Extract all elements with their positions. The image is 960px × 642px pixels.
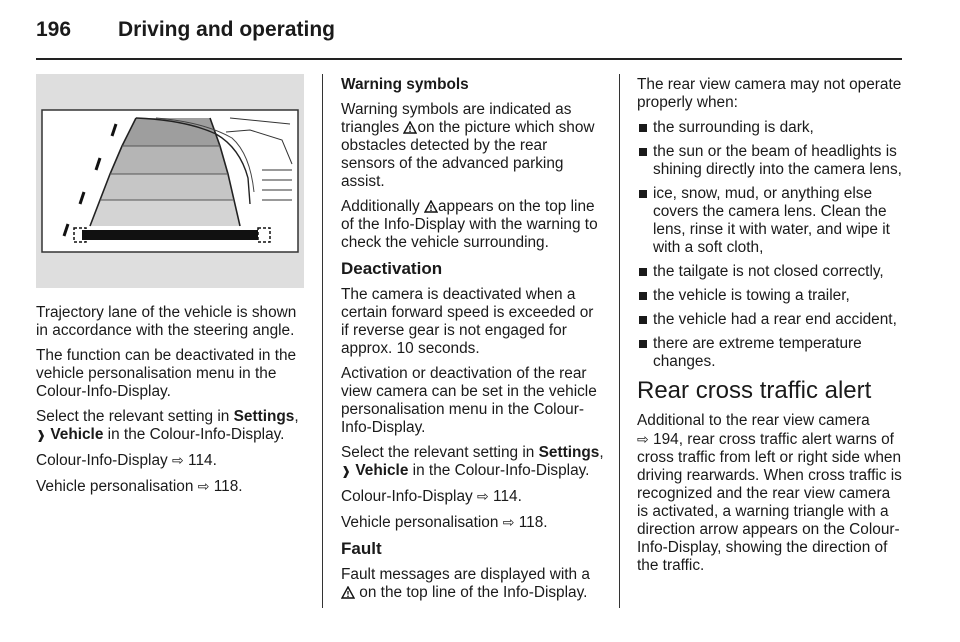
fault-heading: Fault xyxy=(341,539,382,558)
xref-page[interactable]: 194 xyxy=(653,431,679,448)
warning-symbols-heading: Warning symbols xyxy=(341,76,469,93)
warning-triangle-icon xyxy=(403,121,417,134)
xref-vehicle-personalisation[interactable]: Vehicle personalisation ⇨ 118. xyxy=(36,478,243,495)
conditions-intro: The rear view camera may not operate properly when: xyxy=(637,76,902,111)
rear-cross-traffic-paragraph: Additional to the rear view camera ⇨ 194, rear cross traffic alert warns of cross traffic from left or right side when driving rearwards. When cross traffic is recognized and the rear view camera is activated, a warning triangle with a direction arrow appears on the Colour-Info-Display, showing the direction of the traffic. xyxy=(637,412,902,574)
page-title: Driving and operating xyxy=(118,18,336,41)
warning-paragraph-1: Warning symbols are indicated as triangles on the picture which show obstacles detected by the rear sensors of the advanced parking assist. xyxy=(341,101,595,190)
settings-label: Settings xyxy=(538,444,600,461)
warning-triangle-icon xyxy=(424,200,438,213)
column-2 xyxy=(341,76,605,609)
deactivation-paragraph-1: The camera is deactivated when a certain forward speed is exceeded or if reverse gear is not engaged for approx. 10 seconds. xyxy=(341,286,594,357)
list-item: the vehicle had a rear end accident, xyxy=(637,311,905,329)
cross-reference-arrow-icon: ⇨ xyxy=(172,452,184,468)
list-item: the tailgate is not closed correctly, xyxy=(637,263,905,281)
cross-reference-arrow-icon: ⇨ xyxy=(637,431,649,447)
list-item: ice, snow, mud, or anything else covers the camera lens. Clean the lens, rinse it with water, and wipe it with a soft cloth, xyxy=(637,185,905,257)
list-item: the sun or the beam of headlights is shining directly into the camera lens, xyxy=(637,143,905,179)
cross-reference-arrow-icon: ⇨ xyxy=(477,488,489,504)
menu-arrow-icon: ❱ xyxy=(36,428,47,442)
list-item: the vehicle is towing a trailer, xyxy=(637,287,905,305)
column-divider-2 xyxy=(619,74,620,608)
menu-arrow-icon: ❱ xyxy=(341,464,352,478)
settings-label: Settings xyxy=(233,408,295,425)
vehicle-label: Vehicle xyxy=(355,462,409,479)
xref-vehicle-personalisation[interactable]: Vehicle personalisation ⇨ 118. xyxy=(341,514,548,531)
header-rule xyxy=(36,58,902,60)
column-divider-1 xyxy=(322,74,323,608)
page-number: 196 xyxy=(36,18,72,41)
page-header xyxy=(36,14,902,50)
conditions-list xyxy=(637,119,905,371)
deactivation-paragraph-2: Activation or deactivation of the rear view camera can be set in the vehicle personalisation menu in the Colour-Info-Display. xyxy=(341,365,597,436)
rear-view-camera-illustration xyxy=(36,74,304,288)
cross-reference-arrow-icon: ⇨ xyxy=(502,514,515,530)
xref-colour-info[interactable]: Colour-Info-Display ⇨ 114. xyxy=(341,488,522,505)
column-1 xyxy=(36,74,306,503)
list-item: there are extreme temperature changes. xyxy=(637,335,905,371)
settings-paragraph: Select the relevant setting in Settings, ❱ Vehicle in the Colour-Info-Display. xyxy=(36,408,299,443)
fault-paragraph: Fault messages are displayed with a on the top line of the Info-Display. xyxy=(341,566,590,601)
list-item: the surrounding is dark, xyxy=(637,119,905,137)
deactivation-heading: Deactivation xyxy=(341,259,443,278)
trajectory-paragraph: Trajectory lane of the vehicle is shown in accordance with the steering angle. xyxy=(36,304,297,339)
cross-reference-arrow-icon: ⇨ xyxy=(197,478,210,494)
vehicle-label: Vehicle xyxy=(50,426,104,443)
rear-cross-traffic-heading: Rear cross traffic alert xyxy=(637,377,872,404)
settings-paragraph: Select the relevant setting in Settings, ❱ Vehicle in the Colour-Info-Display. xyxy=(341,444,604,479)
warning-paragraph-2: Additionally appears on the top line of the Info-Display with the warning to check the vehicle surrounding. xyxy=(341,198,598,251)
column-3 xyxy=(637,76,905,582)
warning-triangle-icon xyxy=(341,586,355,599)
deactivate-paragraph: The function can be deactivated in the vehicle personalisation menu in the Colour-Info-Display. xyxy=(36,347,297,400)
camera-display-svg xyxy=(36,74,304,288)
xref-colour-info[interactable]: Colour-Info-Display ⇨ 114. xyxy=(36,452,217,469)
